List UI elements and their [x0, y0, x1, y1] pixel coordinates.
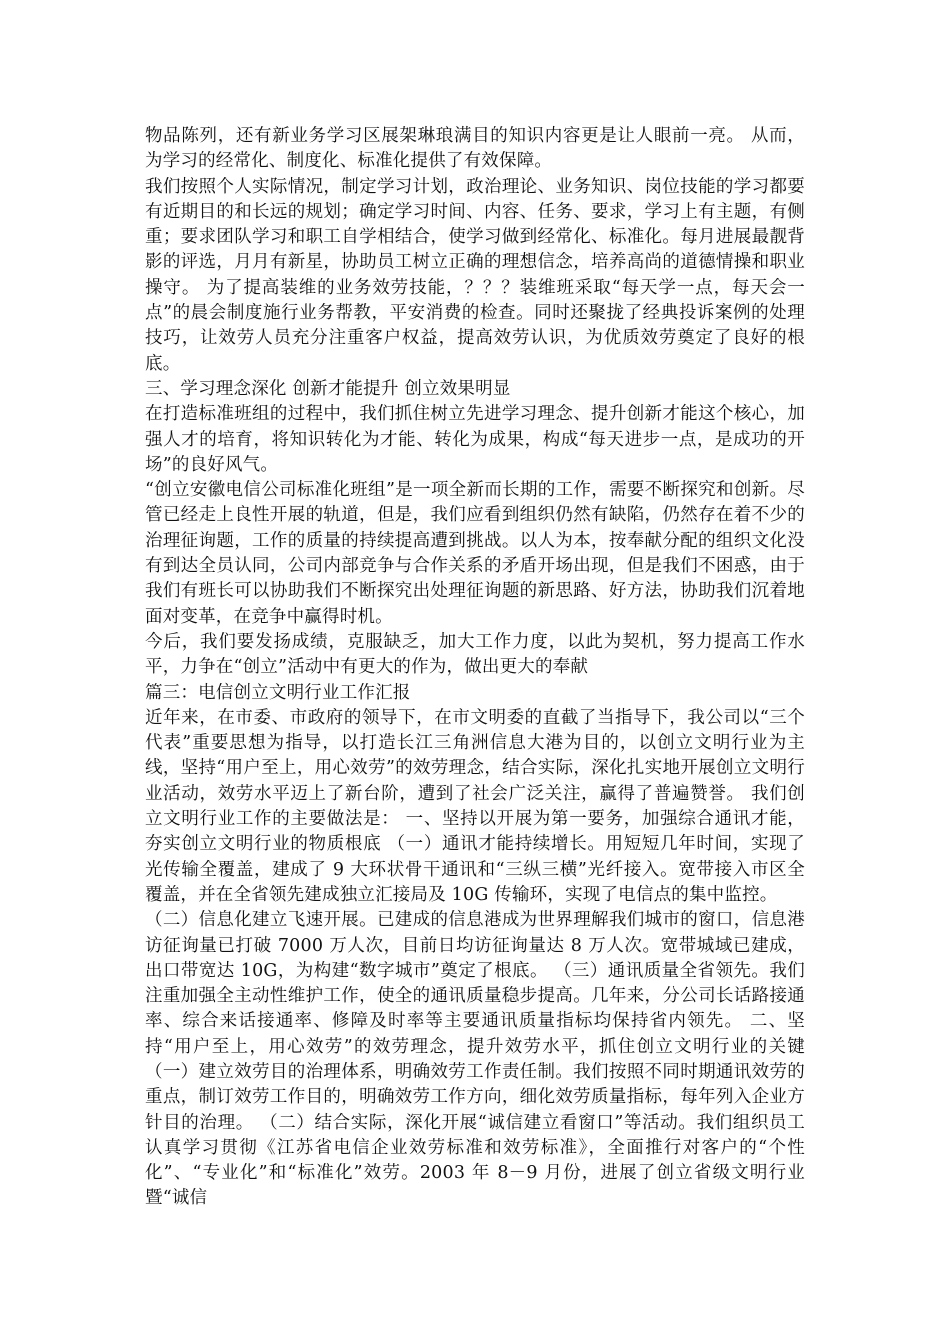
document-page: [145, 124, 805, 1212]
paragraph-civilized-industry: 近年来，在市委、市政府的领导下，在市文明委的直截了当指导下，我公司以“三个代表”重要思想为指导，以打造长江三角洲信息大港为目的，以创立文明行业为主线，坚持“用户至上，用心效劳”的效劳理念，结合实际，深化扎实地开展创立文明行业活动，效劳水平迈上了新台阶，遭到了社会广泛关注，赢得了普遍赞誉。 我们创立文明行业工作的主要做法是： 一、坚持以开展为第一要务，加强综合通讯才能，夯实创立文明行业的物质根底 （一）通讯才能持续增长。用短短几年时间，实现了光传输全覆盖，建成了 9 大环状骨干通讯和“三纵三横”光纤接入。宽带接入市区全覆盖，并在全省领先建成独立汇接局及 10G 传输环，实现了电信点的集中监控。: [145, 707, 805, 905]
paragraph-informatization: （二）信息化建立飞速开展。已建成的信息港成为世界理解我们城市的窗口，信息港访征询量已打破 7000 万人次，目前日均访征询量达 8 万人次。宽带城域已建成，出口带宽达 10G，为构建“数字城市”奠定了根底。 （三）通讯质量全省领先。我们注重加强全主动性维护工作，使全的通讯质量稳步提高。几年来，分公司长话路接通率、综合来话接通率、修障及时率等主要通讯质量指标均保持省内领先。 二、坚持“用户至上，用心效劳”的效劳理念，提升效劳水平，抓住创立文明行业的关键 （一）建立效劳目的治理体系，明确效劳工作责任制。我们按照不同时期通讯效劳的重点，制订效劳工作目的，明确效劳工作方向，细化效劳质量指标，每年列入企业方针目的治理。 （二）结合实际，深化开展“诚信建立看窗口”等活动。我们组织员工认真学习贯彻《江苏省电信企业效劳标准和效劳标准》，全面推行对客户的“个性化”、“专业化”和“标准化”效劳。2003 年 8－9 月份，进展了创立省级文明行业暨“诚信: [145, 910, 805, 1209]
section-heading-study-concept: 三、学习理念深化 创新才能提升 创立效果明显: [145, 378, 511, 399]
paragraph-study-showcase: 物品陈列，还有新业务学习区展架琳琅满目的知识内容更是让人眼前一亮。 从而，为学习的经常化、制度化、标准化提供了有效保障。: [145, 126, 805, 172]
paragraph-future-work: 今后，我们要发扬成绩，克服缺乏，加大工作力度，以此为契机，努力提高工作水平，力争在“创立”活动中有更大的作为，做出更大的奉献: [145, 631, 805, 678]
paragraph-anhui-telecom: “创立安徽电信公司标准化班组”是一项全新而长期的工作，需要不断探究和创新。尽管已经走上良性开展的轨道，但是，我们应看到组织仍然有缺陷，仍然存在着不少的治理征询题，工作的质量的持续提高遭到挑战。以人为本，按奉献分配的组织文化没有到达全员认同，公司内部竞争与合作关系的矛盾开场出现，但是我们不困惑，由于我们有班长可以协助我们不断探究出处理征询题的新思路、好方法，协助我们沉着地面对变革，在竞争中赢得时机。: [145, 480, 805, 627]
paragraph-study-plan: 我们按照个人实际情况，制定学习计划，政治理论、业务知识、岗位技能的学习都要有近期目的和长远的规划；确定学习时间、内容、任务、要求，学习上有主题，有侧重；要求团队学习和职工自学相结合，使学习做到经常化、标准化。每月进展最靓背影的评选，月月有新星，协助员工树立正确的理想信念，培养高尚的道德情操和职业操守。 为了提高装维的业务效劳技能，？？？装维班采取“每天学一点，每天会一点”的晨会制度施行业务帮教，平安消费的检查。同时还聚拢了经典投诉案例的处理技巧，让效劳人员充分注重客户权益，提高效劳认识，为优质效劳奠定了良好的根底。: [145, 176, 805, 374]
paragraph-standard-team: 在打造标准班组的过程中，我们抓住树立先进学习理念、提升创新才能这个核心，加强人才的培育，将知识转化为才能、转化为成果，构成“每天进步一点，是成功的开场”的良好风气。: [145, 404, 805, 475]
chapter-title-part-three: 篇三：电信创立文明行业工作汇报: [145, 682, 411, 703]
